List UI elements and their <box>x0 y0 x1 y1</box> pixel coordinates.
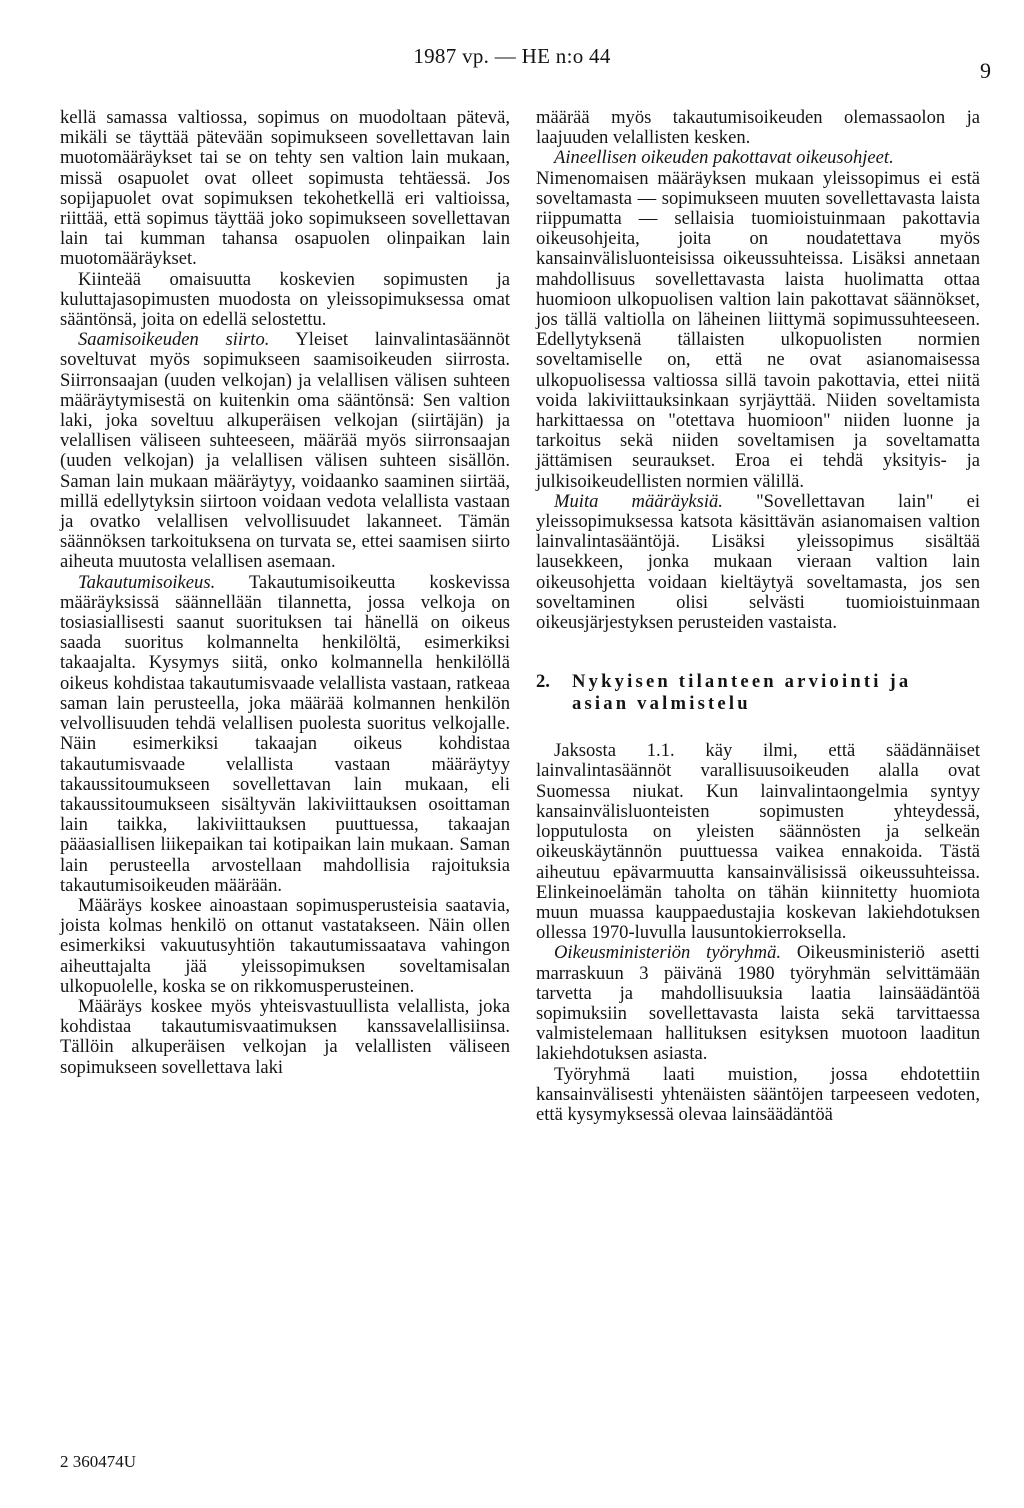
section-title-line2: asian valmistelu <box>572 693 751 715</box>
paragraph <box>60 573 510 896</box>
section-heading <box>536 671 980 715</box>
paragraph <box>536 492 980 633</box>
page-number: 9 <box>980 58 991 83</box>
running-title: 1987 vp. — HE n:o 44 <box>413 44 611 68</box>
paragraph: Nimenomaisen määräyksen mukaan yleissopimus ei estä soveltamasta — sopimukseen muuten sovellettavasta laista riippumatta — sellaisia tuomioistuinmaan pakottavia oikeusohjeita, joita on noudatettava myös kansainvälisluonteisissa oikeussuhteissa. Lisäksi annetaan mahdollisuus sovellettavasta laista huolimatta ottaa huomioon ulkopuolisen valtion lain pakottavat säännökset, jos tällä valtiolla on läheinen liittymä sopimussuhteeseen. Edellytyksenä tällaisten ulkopuolisten normien soveltamiselle on, että ne ovat asianomaisessa ulkopuolisessa valtiossa sillä tavoin pakottavia, ettei niitä voida lakiviittauksinkaan syrjäyttää. Niiden soveltamista harkittaessa on "otettava huomioon" niiden luonne ja tarkoitus sekä niiden soveltamisen ja soveltamatta jättämisen seuraukset. Eroa ei tehdä yksityis- ja julkisoikeudellisten normien välillä. <box>536 167 980 492</box>
paragraph <box>60 330 510 572</box>
paragraph-title: Aineellisen oikeuden pakottavat oikeusohjeet. <box>554 147 894 169</box>
paragraph: Määräys koskee ainoastaan sopimusperusteisia saatavia, joista kolmas henkilö on ottanut vastatakseen. Näin ollen esimerkiksi vakuutusyhtiön takautumissaatava vahingon aiheuttajalta jää yleissopimuksen soveltamisalan ulkopuolelle, koska se on rikkomusperusteinen. <box>60 894 510 997</box>
paragraph-title: Saamisoikeuden siirto. <box>78 329 270 351</box>
paragraph: määrää myös takautumisoikeuden olemassaolon ja laajuuden velallisten kesken. <box>536 107 980 149</box>
paragraph-body: Takautumisoikeutta koskevissa määräyksissä säännellään tilannetta, jossa velkoja on tosiasiallisesti saanut suorituksen tai hänellä on oikeus saada suoritus kolmannelta henkilöltä, esimerkiksi takaajalta. Kysymys siitä, onko kolmannella henkilöllä oikeus kohdistaa takautumisvaade velallista vastaan, ratkeaa saman lain perusteella, joka määrää kolmannen henkilön velvollisuuden tehdä velallisen puolesta suoritus velkojalle. Näin esimerkiksi takaajan oikeus kohdistaa takautumisvaade velallista vastaan määräytyy takaussitoumukseen sovellettavan lain mukaan, eli takaussitoumukseen sisältyvän lakiviittauksen osoittaman lain taikka, lakiviittauksen puuttuessa, takaajan pääasiallisen liikepaikan tai kotipaikan lain mukaan. Saman lain perusteella arvostellaan mahdollisia rajoituksia takautumisoikeuden määrään. <box>60 571 510 896</box>
paragraph-body: Oikeusministeriö asetti marraskuun 3 päivänä 1980 työryhmän selvittämään tarvetta ja mahdollisuuksia laatia lainsäädäntöä sopimuksiin sovellettavasta laista sekä tarvittaessa valmistelemaan hallituksen esityksen muotoon laaditun lakiehdotuksen asiasta. <box>536 942 980 1065</box>
left-column <box>60 108 510 1078</box>
paragraph: kellä samassa valtiossa, sopimus on muodoltaan pätevä, mikäli se täyttää pätevään sopimukseen sovellettavan lain muotomääräykset tai se on tehty sen valtion lain mukaan, missä osapuolet ovat olleet sopimusta tehtäessä. Jos sopijapuolet ovat sopimuksen tekohetkellä eri valtioissa, riittää, että sopimus täyttää joko sopimukseen sovellettavan lain tai kumman tahansa osapuolen olinpaikan lain muotomääräykset. <box>60 107 510 270</box>
paragraph-body: "Sovellettavan lain" ei yleissopimuksessa katsota käsittävän asianomaisen valtion lainvalintasääntöjä. Lisäksi yleissopimus sisältää lausekkeen, jonka mukaan vieraan valtion lain oikeusohjetta voidaan kieltäytyä soveltamasta, jos sen soveltaminen olisi selvästi tuomioistuinmaan oikeusjärjestyksen perusteiden vastaista. <box>536 490 980 634</box>
paragraph-body: Yleiset lainvalintasäännöt soveltuvat myös sopimukseen saamisoikeuden siirrosta. Siirronsaajan (uuden velkojan) ja velallisen välisen suhteen määräytymisestä on kuitenkin oma sääntönsä: Sen valtion laki, joka soveltuu alkuperäisen velkojan (siirtäjän) ja velallisen väliseen suhteeseen, määrää myös siirronsaajan (uuden velkojan) ja velallisen välisen suhteen sisällön. Saman lain mukaan määräytyy, voidaanko saaminen siirtää, millä edellytyksin siirtoon voidaan vedota velallista vastaan ja ovatko velallisen velvollisuudet lakanneet. Tämän säännöksen tarkoituksena on turvata se, ettei saamisen siirto aiheuta muutosta velallisen asemaan. <box>60 329 510 573</box>
right-column <box>536 108 980 1125</box>
print-code: 2 360474U <box>60 1452 137 1471</box>
paragraph: Jaksosta 1.1. käy ilmi, että säädännäiset lainvalintasäännöt varallisuusoikeuden alalla ovat Suomessa niukat. Kun lainvalintaongelmia syntyy kansainvälisluonteisten sopimusten yhteydessä, lopputulosta on yleisten säännösten ja selkeän oikeuskäytännön puuttuessa vaikea ennakoida. Tästä aiheutuu epävarmuutta kansainvälisissä oikeussuhteissa. Elinkeinoelämän taholta on tähän kiinnitetty huomiota muun muassa kauppaedustajia koskevan lakiehdotuksen ollessa 1970-luvulla lausuntokierroksella. <box>536 740 980 944</box>
section-title-line1: Nykyisen tilanteen arviointi ja <box>572 671 912 693</box>
section-number: 2. <box>536 671 550 693</box>
paragraph-title: Takautumisoikeus. <box>78 571 216 593</box>
paragraph: Kiinteää omaisuutta koskevien sopimusten ja kuluttajasopimusten muodosta on yleissopimuksessa omat sääntönsä, joita on edellä selostettu. <box>60 268 510 331</box>
paragraph: Määräys koskee myös yhteisvastuullista velallista, joka kohdistaa takautumisvaatimuksen kanssavelallisiinsa. Tällöin alkuperäisen velkojan ja velallisten väliseen sopimukseen sovellettava laki <box>60 995 510 1078</box>
paragraph <box>536 148 980 168</box>
paragraph: Työryhmä laati muistion, jossa ehdotettiin kansainvälisesti yhtenäisten sääntöjen tarpeeseen vedoten, että kysymyksessä olevaa lainsäädäntöä <box>536 1063 980 1125</box>
paragraph <box>536 943 980 1064</box>
paragraph-title: Muita määräyksiä. <box>554 490 723 512</box>
paragraph-title: Oikeusministeriön työryhmä. <box>554 942 782 964</box>
